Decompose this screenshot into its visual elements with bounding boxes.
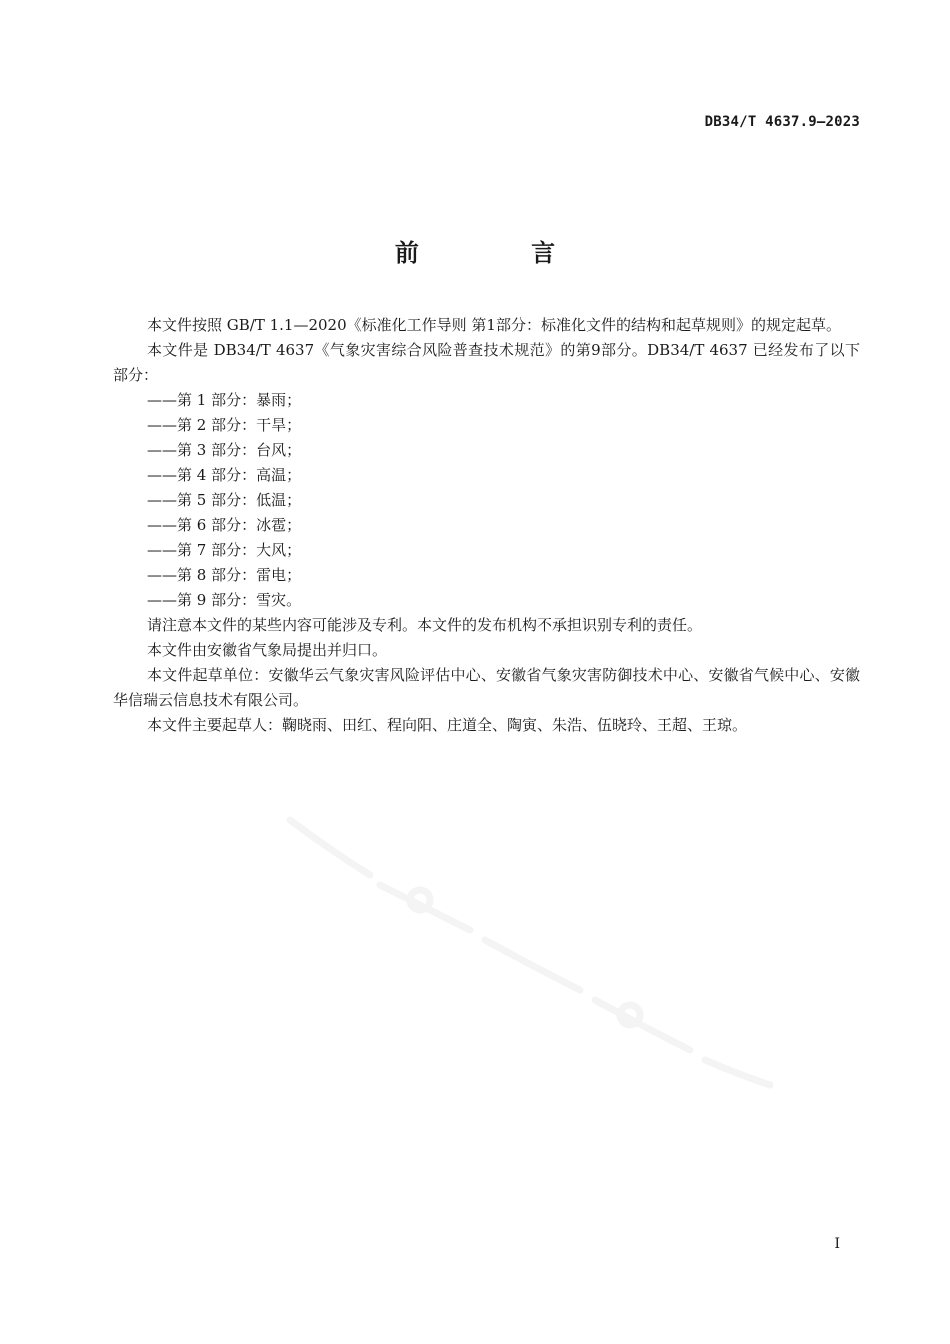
paragraph-series-intro: 本文件是 DB34/T 4637《气象灾害综合风险普查技术规范》的第9部分。DB34/T 4637 已经发布了以下部分： xyxy=(113,341,860,384)
paragraph-drafting-rules: 本文件按照 GB/T 1.1—2020《标准化工作导则 第1部分：标准化文件的结构和起草规则》的规定起草。 xyxy=(147,316,841,334)
list-item: ——第 6 部分：冰雹； xyxy=(147,516,302,534)
paragraph-patent-notice: 请注意本文件的某些内容可能涉及专利。本文件的发布机构不承担识别专利的责任。 xyxy=(147,616,703,634)
list-item: ——第 7 部分：大风； xyxy=(147,541,302,559)
faint-watermark xyxy=(270,780,790,1100)
document-code: DB34/T 4637.9—2023 xyxy=(704,114,860,130)
foreword-body xyxy=(113,313,860,738)
parts-list xyxy=(113,388,860,613)
list-item: ——第 5 部分：低温； xyxy=(147,491,302,509)
paragraph-drafters: 本文件主要起草人：鞠晓雨、田红、程向阳、庄道全、陶寅、朱浩、伍晓玲、王超、王琼。 xyxy=(147,716,748,734)
list-item: ——第 3 部分：台风； xyxy=(147,441,302,459)
paragraph-drafting-units: 本文件起草单位：安徽华云气象灾害风险评估中心、安徽省气象灾害防御技术中心、安徽省气候中心、安徽华信瑞云信息技术有限公司。 xyxy=(113,666,860,709)
page-number: I xyxy=(834,1236,840,1252)
page-title: 前 言 xyxy=(394,239,608,267)
list-item: ——第 9 部分：雪灾。 xyxy=(147,591,302,609)
list-item: ——第 1 部分：暴雨； xyxy=(147,391,302,409)
list-item: ——第 8 部分：雷电； xyxy=(147,566,302,584)
list-item: ——第 4 部分：高温； xyxy=(147,466,302,484)
paragraph-proposer: 本文件由安徽省气象局提出并归口。 xyxy=(147,641,388,659)
list-item: ——第 2 部分：干旱； xyxy=(147,416,302,434)
